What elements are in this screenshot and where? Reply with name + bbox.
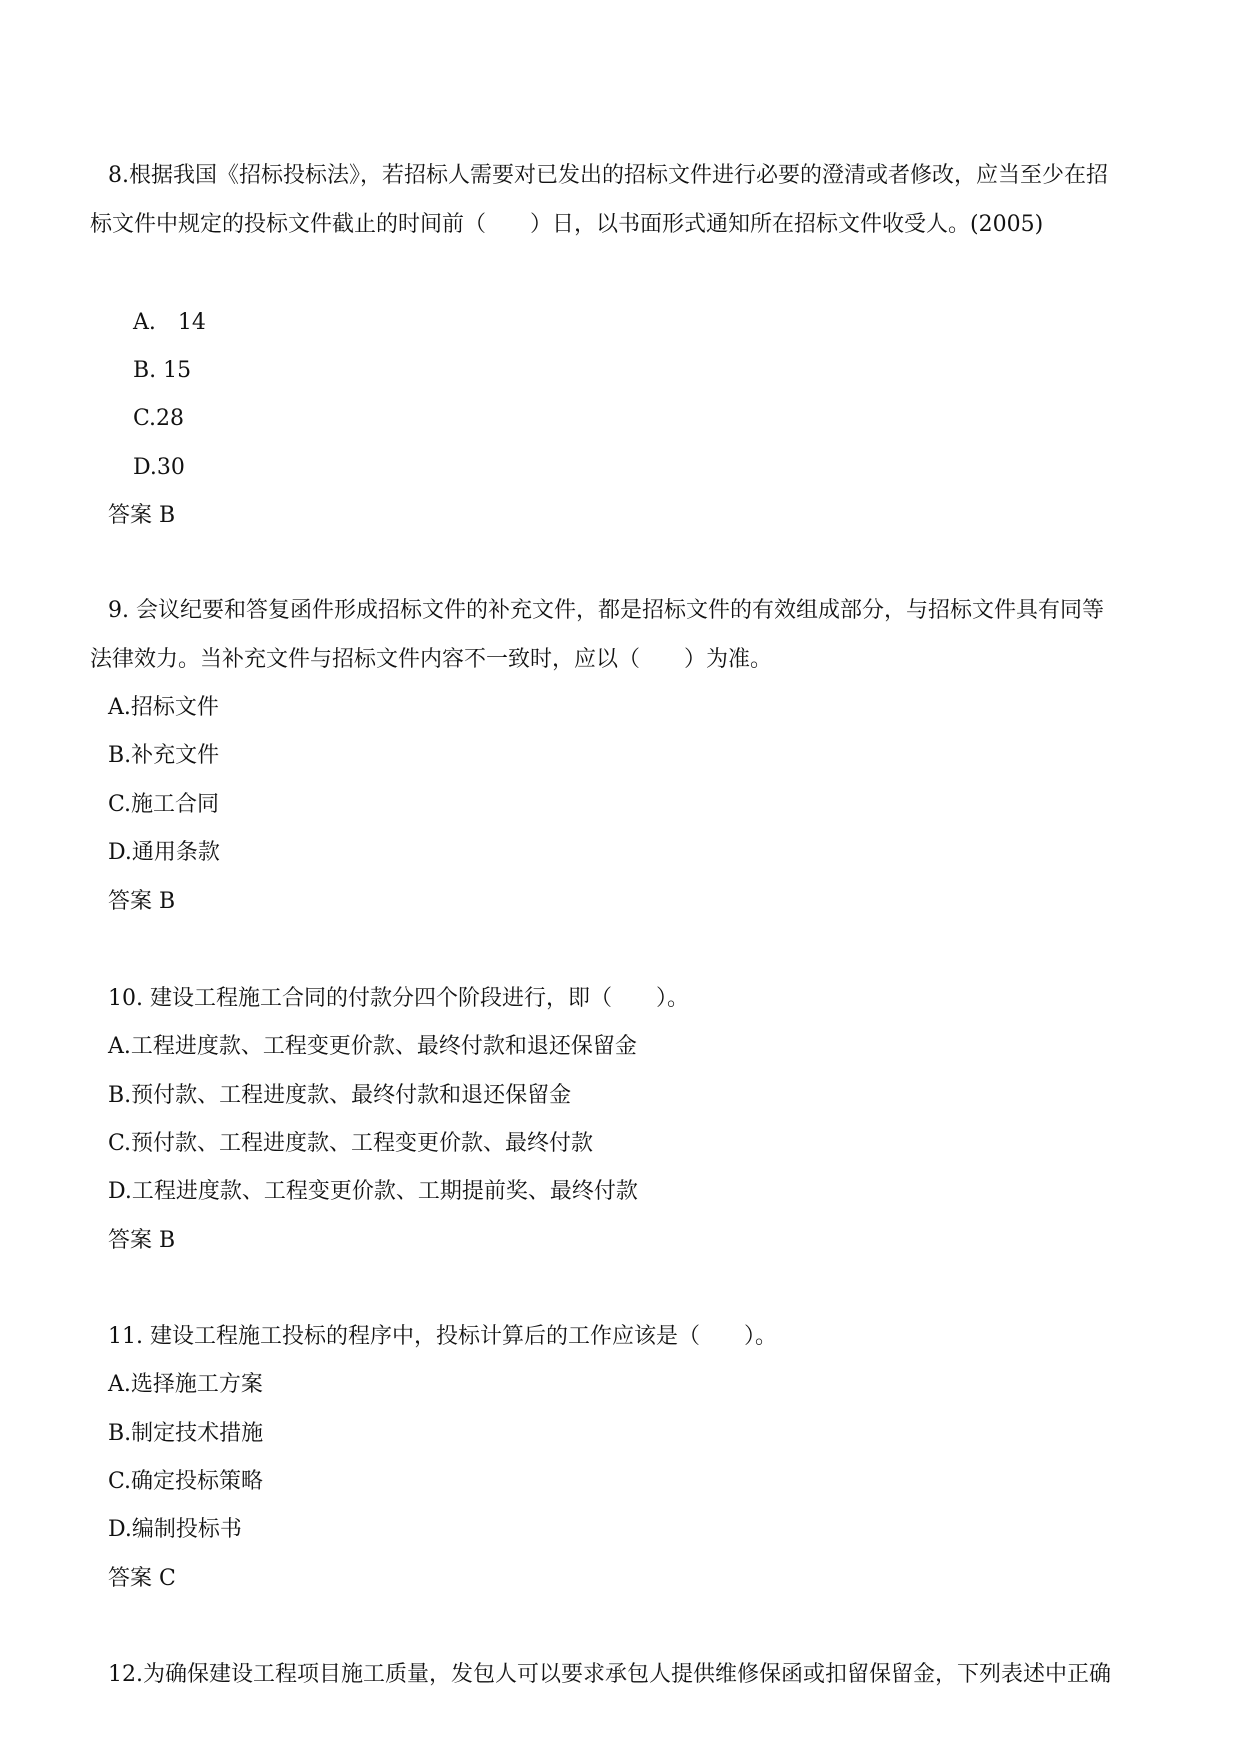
q12-stem-line1: 12.为确保建设工程项目施工质量，发包人可以要求承包人提供维修保函或扣留保留金，下列表述中正确: [108, 1662, 1111, 1687]
q9-answer: 答案 B: [108, 889, 176, 914]
q9-option-b: B.补充文件: [108, 743, 220, 768]
q8-answer: 答案 B: [108, 503, 176, 528]
q11-stem: 11. 建设工程施工投标的程序中，投标计算后的工作应该是（ ）。: [108, 1324, 777, 1349]
q9-option-d: D.通用条款: [108, 840, 220, 865]
q10-answer: 答案 B: [108, 1228, 176, 1253]
q10-stem: 10. 建设工程施工合同的付款分四个阶段进行，即（ ）。: [108, 986, 689, 1011]
q8-stem-line2: 标文件中规定的投标文件截止的时间前（ ）日，以书面形式通知所在招标文件收受人。(2005): [90, 212, 1044, 237]
q9-option-c: C.施工合同: [108, 792, 220, 817]
q11-option-b: B.制定技术措施: [108, 1421, 264, 1446]
q11-option-c: C.确定投标策略: [108, 1469, 264, 1494]
q8-stem-line1: 8.根据我国《招标投标法》，若招标人需要对已发出的招标文件进行必要的澄清或者修改，应当至少在招: [108, 163, 1108, 188]
q9-option-a: A.招标文件: [108, 695, 219, 720]
q11-answer: 答案 C: [108, 1566, 176, 1591]
q8-option-d: D.30: [133, 455, 185, 480]
q10-option-a: A.工程进度款、工程变更价款、最终付款和退还保留金: [108, 1034, 637, 1059]
q9-stem-line1: 9. 会议纪要和答复函件形成招标文件的补充文件，都是招标文件的有效组成部分，与招标文件具有同等: [108, 598, 1104, 623]
q8-option-a: A. 14: [133, 310, 206, 335]
q9-stem-line2: 法律效力。当补充文件与招标文件内容不一致时，应以（ ）为准。: [90, 647, 773, 672]
q11-option-a: A.选择施工方案: [108, 1372, 263, 1397]
q11-option-d: D.编制投标书: [108, 1517, 242, 1542]
q8-option-c: C.28: [133, 406, 185, 431]
q10-option-b: B.预付款、工程进度款、最终付款和退还保留金: [108, 1083, 572, 1108]
q10-option-c: C.预付款、工程进度款、工程变更价款、最终付款: [108, 1131, 594, 1156]
q8-option-b: B. 15: [133, 358, 192, 383]
q10-option-d: D.工程进度款、工程变更价款、工期提前奖、最终付款: [108, 1179, 638, 1204]
